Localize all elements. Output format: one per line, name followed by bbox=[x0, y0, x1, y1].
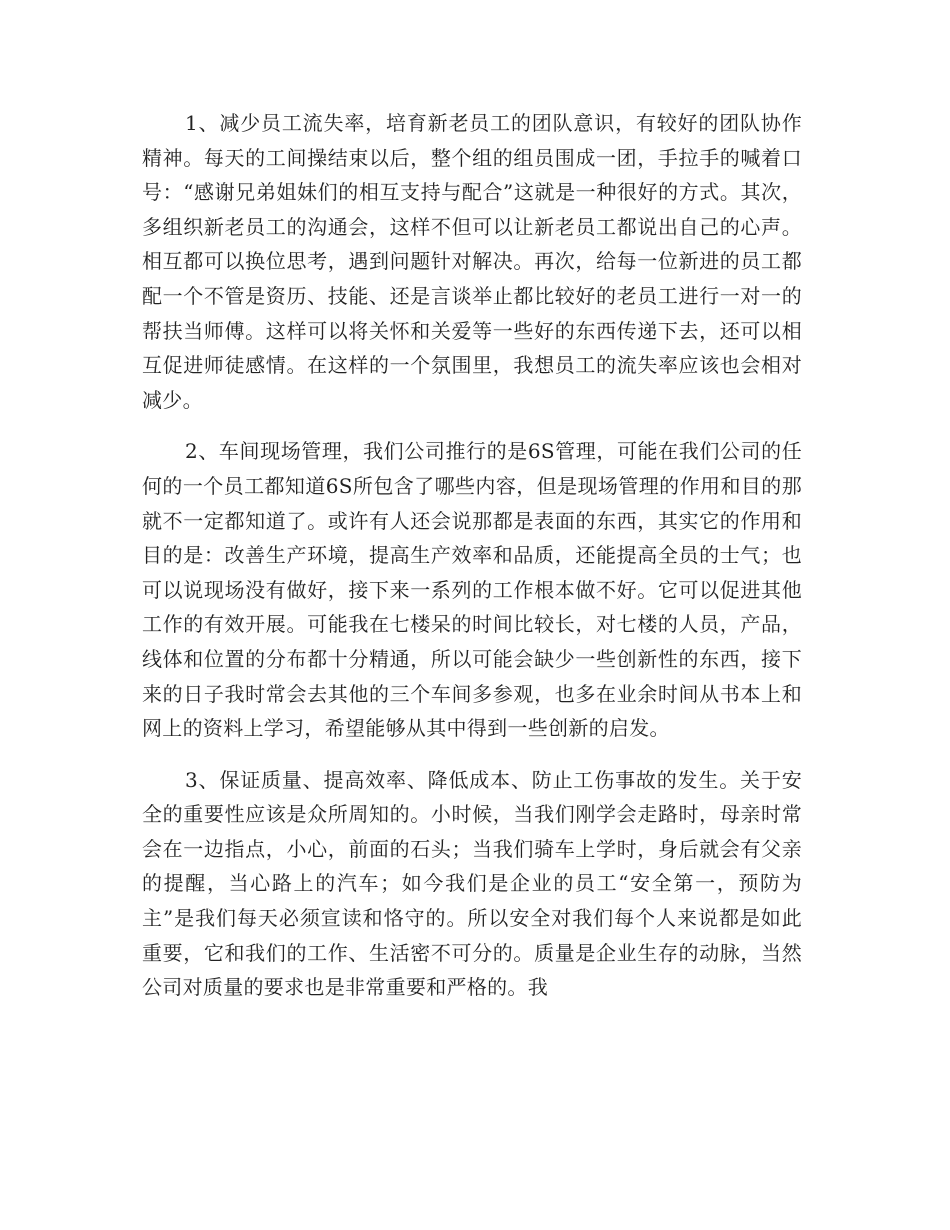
paragraph-1: 1、减少员工流失率，培育新老员工的团队意识，有较好的团队协作精神。每天的工间操结束以后，整个组的组员围成一团，手拉手的喊着口号：“感谢兄弟姐妹们的相互支持与配合”这就是一种很好的方式。其次，多组织新老员工的沟通会，这样不但可以让新老员工都说出自己的心声。相互都可以换位思考，遇到问题针对解决。再次，给每一位新进的员工都配一个不管是资历、技能、还是言谈举止都比较好的老员工进行一对一的帮扶当师傅。这样可以将关怀和关爱等一些好的东西传递下去，还可以相互促进师徒感情。在这样的一个氛围里，我想员工的流失率应该也会相对减少。 bbox=[142, 111, 802, 412]
document-body bbox=[142, 106, 802, 1022]
paragraph-2: 2、车间现场管理，我们公司推行的是6S管理，可能在我们公司的任何的一个员工都知道6S所包含了哪些内容，但是现场管理的作用和目的那就不一定都知道了。或许有人还会说那都是表面的东西，其实它的作用和目的是：改善生产环境，提高生产效率和品质，还能提高全员的士气；也可以说现场没有做好，接下来一系列的工作根本做不好。它可以促进其他工作的有效开展。可能我在七楼呆的时间比较长，对七楼的人员，产品，线体和位置的分布都十分精通，所以可能会缺少一些创新性的东西，接下来的日子我时常会去其他的三个车间多参观，也多在业余时间从书本上和网上的资料上学习，希望能够从其中得到一些创新的启发。 bbox=[142, 439, 802, 741]
paragraph-3: 3、保证质量、提高效率、降低成本、防止工伤事故的发生。关于安全的重要性应该是众所周知的。小时候，当我们刚学会走路时，母亲时常会在一边指点，小心，前面的石头；当我们骑车上学时，身后就会有父亲的提醒，当心路上的汽车；如今我们是企业的员工“安全第一，预防为主”是我们每天必须宣读和恪守的。所以安全对我们每个人来说都是如此重要，它和我们的工作、生活密不可分的。质量是企业生存的动脉，当然公司对质量的要求也是非常重要和严格的。我 bbox=[142, 767, 802, 1000]
